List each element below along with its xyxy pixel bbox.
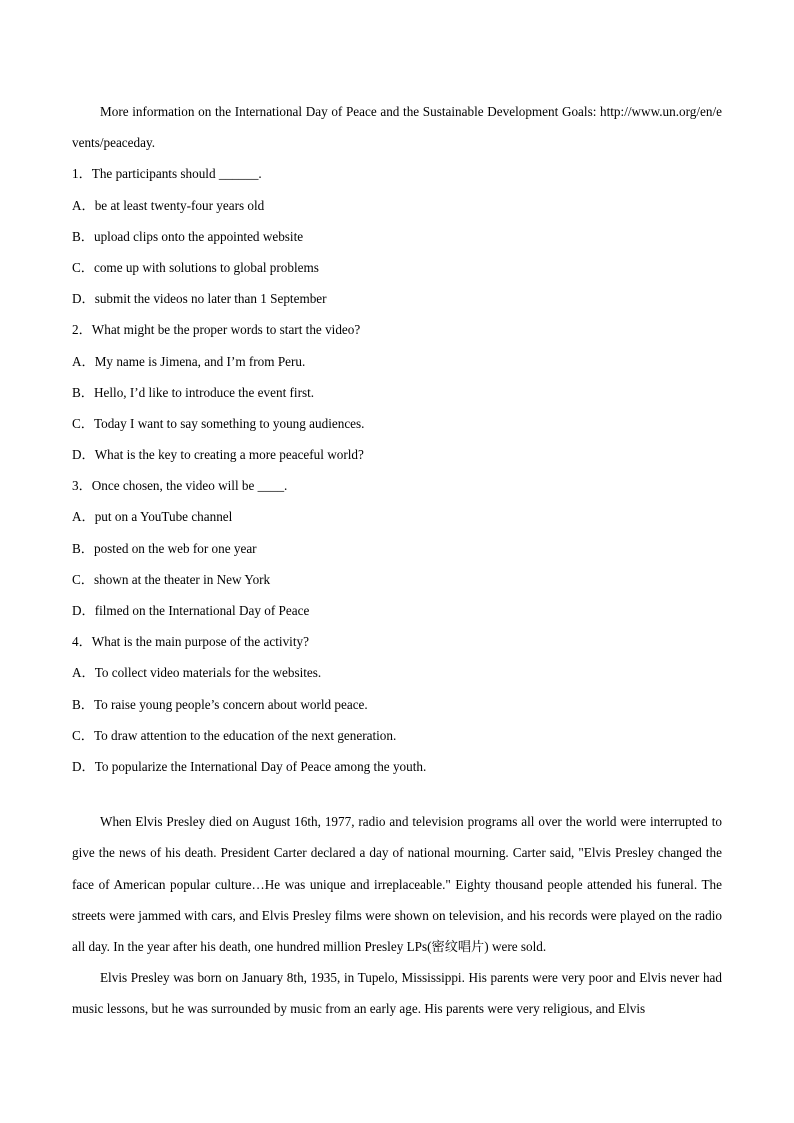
question-1 <box>72 158 722 314</box>
option-b: B．Hello, I’d like to introduce the event first. <box>72 384 315 400</box>
option-d: D．What is the key to creating a more peaceful world? <box>72 447 364 463</box>
question-2 <box>72 314 722 470</box>
option-b: B．To raise young people’s concern about world peace. <box>72 696 368 712</box>
option-d: D．To popularize the International Day of Peace among the youth. <box>72 758 427 774</box>
option-a: A．To collect video materials for the websites. <box>72 665 322 681</box>
option-a: A．put on a YouTube channel <box>72 509 233 525</box>
intro-paragraph: More information on the International Day of Peace and the Sustainable Development Goals: http://www.un.org/en/events/peaceday. <box>72 104 722 151</box>
question-stem: 2．What might be the proper words to start the video? <box>72 322 361 338</box>
option-a: A．My name is Jimena, and I’m from Peru. <box>72 353 306 369</box>
passage-paragraph-1: When Elvis Presley died on August 16th, 1977, radio and television programs all over the world were interrupted to give the news of his death. President Carter declared a day of national mourning. Carter said, "Elvis Presley changed the face of American popular culture…He was unique and irreplaceable." Eighty thousand people attended his funeral. The streets were jammed with cars, and Elvis Presley films were shown on television, and his records were played on the radio all day. In the year after his death, one hundred million Presley LPs(密纹唱片) were sold. <box>72 814 722 954</box>
option-b: B．posted on the web for one year <box>72 540 257 556</box>
option-c: C．come up with solutions to global problems <box>72 259 319 275</box>
passage-paragraph-2: Elvis Presley was born on January 8th, 1935, in Tupelo, Mississippi. His parents were very poor and Elvis never had music lessons, but he was surrounded by music from an early age. His parents were very religious, and Elvis <box>72 970 722 1017</box>
option-d: D．filmed on the International Day of Peace <box>72 603 310 619</box>
question-3 <box>72 470 722 626</box>
document-page <box>72 96 722 1025</box>
option-c: C．Today I want to say something to young audiences. <box>72 415 365 431</box>
question-stem: 4．What is the main purpose of the activity? <box>72 634 309 650</box>
section-gap <box>72 782 722 806</box>
option-d: D．submit the videos no later than 1 September <box>72 291 327 307</box>
question-stem: 1．The participants should ______. <box>72 166 262 182</box>
option-c: C．shown at the theater in New York <box>72 571 271 587</box>
question-4 <box>72 626 722 782</box>
option-a: A．be at least twenty-four years old <box>72 197 265 213</box>
question-stem: 3．Once chosen, the video will be ____. <box>72 478 288 494</box>
option-b: B．upload clips onto the appointed website <box>72 228 304 244</box>
option-c: C．To draw attention to the education of the next generation. <box>72 727 397 743</box>
